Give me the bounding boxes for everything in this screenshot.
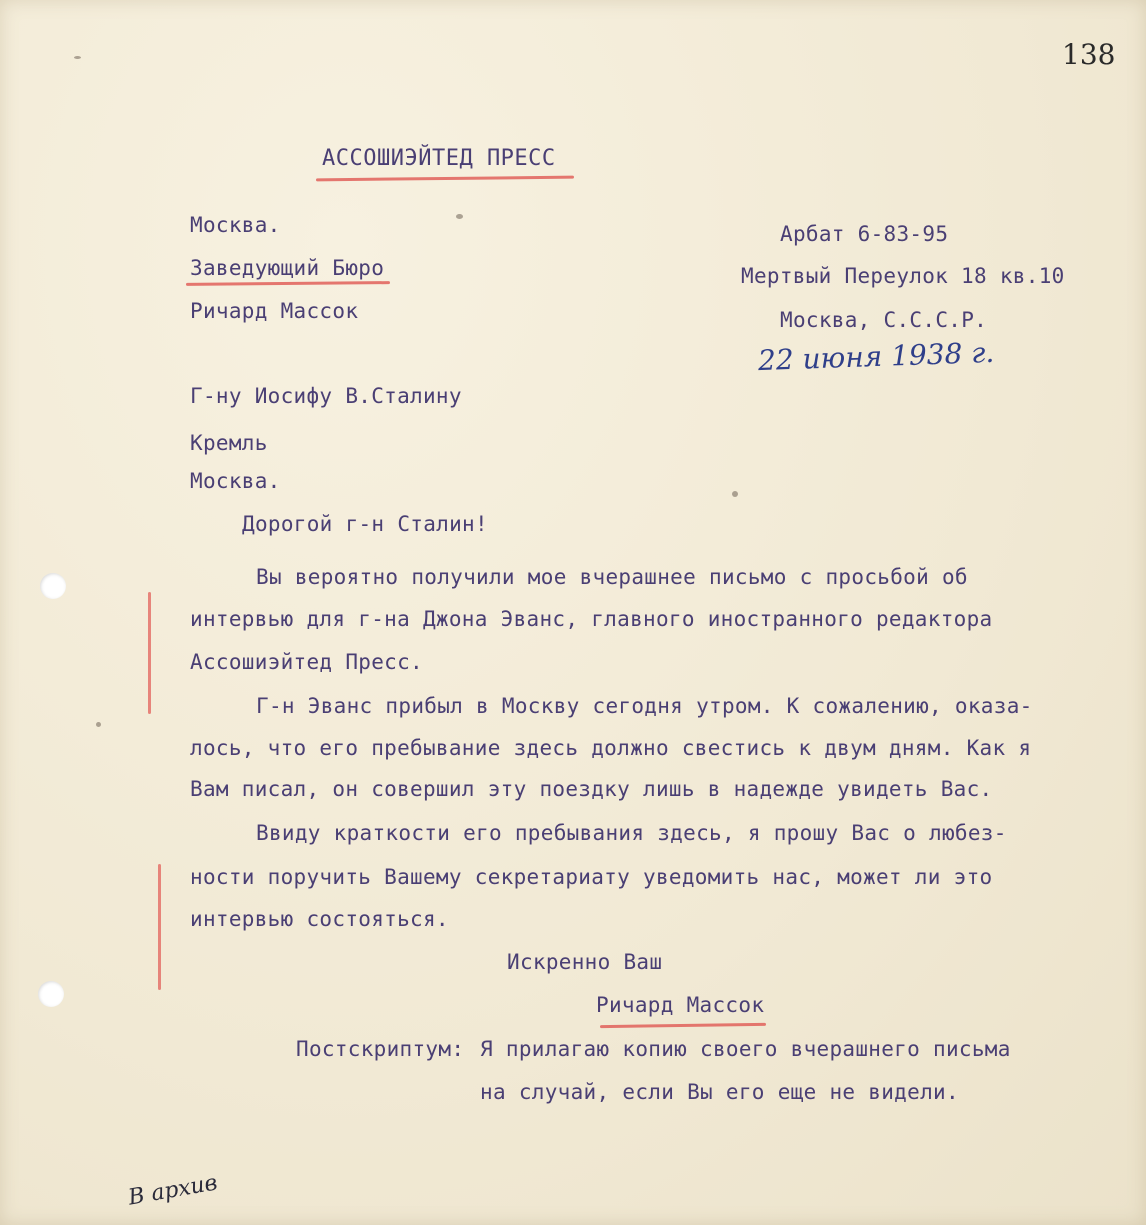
- page-number: 138: [1062, 38, 1116, 71]
- body-line-4: Г-н Эванс прибыл в Москву сегодня утром. К сожалению, оказа-: [256, 694, 1033, 718]
- body-line-7: Ввиду краткости его пребывания здесь, я прошу Вас о любез-: [256, 821, 1007, 845]
- ink-speck: [732, 491, 738, 497]
- org-header: АССОШИЭЙТЕД ПРЕСС: [322, 146, 556, 171]
- recipient-name: Г-ну Иосифу В.Сталину: [190, 384, 462, 408]
- margin-mark-2: [158, 864, 161, 990]
- ink-speck: [96, 722, 101, 727]
- address-city: Москва, С.С.С.Р.: [780, 308, 988, 332]
- recipient-place: Кремль: [190, 431, 268, 455]
- punch-hole-bottom: [38, 981, 64, 1007]
- body-line-5: лось, что его пребывание здесь должно свестись к двум дням. Как я: [190, 736, 1032, 760]
- body-line-8: ности поручить Вашему секретариату уведомить нас, может ли это: [190, 865, 993, 889]
- postscript-line-2: на случай, если Вы его еще не видели.: [480, 1080, 959, 1104]
- closing: Искренно Ваш: [507, 950, 663, 974]
- body-line-1: Вы вероятно получили мое вчерашнее письмо с просьбой об: [256, 565, 968, 589]
- greeting: Дорогой г-н Сталин!: [242, 512, 488, 536]
- body-line-6: Вам писал, он совершил эту поездку лишь в надежде увидеть Вас.: [190, 777, 993, 801]
- letter-date: 22 июня 1938 г.: [757, 335, 995, 378]
- archive-note: В архив: [126, 1170, 220, 1211]
- position-underline: [186, 281, 390, 286]
- body-line-2: интервью для г-на Джона Эванс, главного иностранного редактора: [190, 607, 993, 631]
- sender-city: Москва.: [190, 213, 281, 237]
- postscript-line-1: Я прилагаю копию своего вчерашнего письма: [480, 1037, 1011, 1061]
- body-line-3: Ассошиэйтед Пресс.: [190, 650, 423, 674]
- address-phone: Арбат 6-83-95: [780, 222, 949, 246]
- header-underline: [316, 176, 574, 182]
- sender-name: Ричард Массок: [190, 299, 359, 323]
- body-line-9: интервью состояться.: [190, 907, 449, 931]
- sender-position: Заведующий Бюро: [190, 256, 385, 280]
- address-street: Мертвый Переулок 18 кв.10: [741, 264, 1065, 288]
- signature: Ричард Массок: [596, 993, 765, 1017]
- ink-speck: [74, 56, 81, 59]
- ink-speck: [456, 214, 463, 219]
- margin-mark-1: [148, 592, 151, 714]
- signature-underline: [600, 1023, 766, 1028]
- punch-hole-top: [40, 573, 66, 599]
- recipient-city: Москва.: [190, 469, 281, 493]
- postscript-label: Постскриптум:: [296, 1037, 465, 1061]
